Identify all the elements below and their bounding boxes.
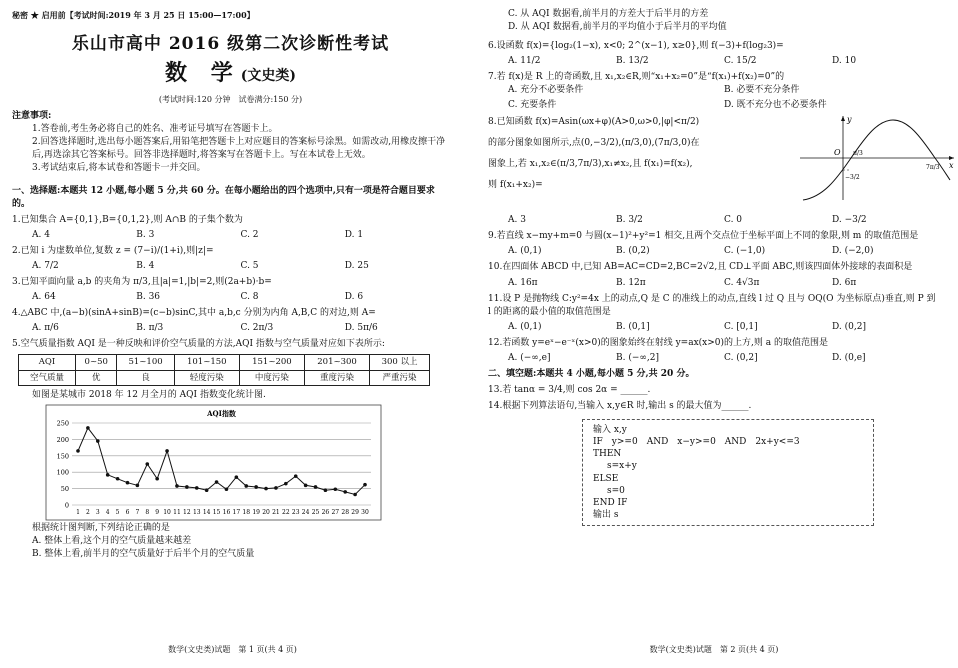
tick-label: −3/2 bbox=[845, 174, 860, 182]
x-tick-label: 8 bbox=[145, 509, 150, 517]
option: A. 11/2 bbox=[508, 56, 541, 67]
page-footer: 数学(文史类)试题 第 1 页(共 4 页) bbox=[168, 645, 297, 655]
x-tick-label: 21 bbox=[272, 509, 280, 517]
x-tick-label: 18 bbox=[242, 509, 251, 517]
option: B. 36 bbox=[136, 292, 161, 303]
option: A. (0,1) bbox=[508, 321, 542, 332]
option: D. −3/2 bbox=[832, 215, 867, 226]
notice-item: 1.答卷前,考生务必将自己的姓名、准考证号填写在答题卡上。 bbox=[32, 123, 278, 134]
option: C. 5 bbox=[240, 261, 259, 272]
option: D. (0,e] bbox=[832, 352, 866, 363]
option: B. (0,1] bbox=[616, 321, 650, 332]
data-point bbox=[126, 481, 130, 485]
x-tick-label: 14 bbox=[202, 509, 211, 517]
x-tick-label: 13 bbox=[192, 509, 201, 517]
question-6: 6.设函数 f(x)={log₂(1−x), x<0; 2^(x−1), x≥0},则 f(−3)+f(log₂3)= bbox=[488, 41, 784, 52]
code-line: END IF bbox=[593, 497, 628, 508]
data-point bbox=[284, 482, 288, 486]
question-5-option-d: D. 从 AQI 数据看,前半月的平均值小于后半月的平均值 bbox=[508, 22, 727, 33]
option: D. 1 bbox=[344, 230, 364, 241]
data-point bbox=[343, 490, 347, 494]
data-point bbox=[324, 489, 328, 493]
page-right bbox=[478, 0, 954, 668]
x-tick-label: 16 bbox=[222, 509, 231, 517]
aqi-cell: 轻度污染 bbox=[174, 370, 239, 385]
x-tick-label: 2 bbox=[85, 509, 90, 517]
aqi-cell: 101~150 bbox=[174, 355, 239, 370]
tick-label: π/3 bbox=[853, 150, 863, 158]
x-label: x bbox=[949, 161, 954, 171]
question-4: 4.△ABC 中,(a−b)(sinA+sinB)=(c−b)sinC,其中 a,b,c 分别为内角 A,B,C 的对边,则 A= bbox=[12, 308, 376, 319]
question-7: 7.若 f(x)是 R 上的奇函数,且 x₁,x₂∈R,则“x₁+x₂=0”是“f(x₁)+f(x₂)=0”的 bbox=[488, 72, 785, 83]
question-12: 12.若函数 y=eˣ−e⁻ˣ(x>0)的图象始终在射线 y=ax(x>0)的上方,则 a 的取值范围是 bbox=[488, 337, 828, 348]
tick-label: 7π/3 bbox=[926, 164, 940, 172]
question-12-options bbox=[488, 352, 940, 365]
option: B. 必要不充分条件 bbox=[724, 85, 800, 96]
option: A. (−∞,e] bbox=[508, 352, 551, 363]
y-tick-label: 200 bbox=[56, 436, 69, 445]
data-point bbox=[185, 485, 189, 489]
option: A. 64 bbox=[32, 292, 56, 303]
question-14: 14.根据下列算法语句,当输入 x,y∈R 时,输出 s 的最大值为______. bbox=[488, 400, 752, 411]
x-tick-label: 1 bbox=[76, 509, 80, 517]
x-tick-label: 15 bbox=[212, 509, 221, 517]
question-7-options-2 bbox=[488, 99, 940, 112]
option: B. (0,2) bbox=[616, 246, 650, 257]
aqi-table-row bbox=[19, 370, 430, 385]
aqi-cell: 优 bbox=[76, 370, 117, 385]
question-11: 11.设 P 是抛物线 C:y²=4x 上的动点,Q 是 C 的准线上的动点,直线 l 过 Q 且与 OQ(O 为坐标原点)垂直,则 P 到 l 的距离的最小值的取值范围是 bbox=[488, 293, 936, 317]
option: C. 8 bbox=[240, 292, 259, 303]
x-tick-label: 28 bbox=[341, 509, 350, 517]
subject-suffix: (文史类) bbox=[240, 68, 296, 85]
option: C. 2π/3 bbox=[240, 323, 274, 334]
aqi-cell: 151~200 bbox=[239, 355, 304, 370]
question-8-line-3: 图象上,若 x₁,x₂∈(π/3,7π/3),x₁≠x₂,且 f(x₁)=f(x₂), bbox=[488, 159, 693, 170]
question-8-options bbox=[488, 214, 940, 227]
page-footer: 数学(文史类)试题 第 2 页(共 4 页) bbox=[649, 645, 779, 655]
data-point bbox=[106, 473, 110, 477]
data-point bbox=[86, 426, 90, 430]
question-7-options bbox=[488, 84, 940, 97]
aqi-cell: 空气质量 bbox=[19, 370, 76, 385]
option: C. (0,2] bbox=[724, 352, 758, 363]
notice-title: 注意事项: bbox=[12, 110, 52, 121]
question-5-option-a: A. 整体上看,这个月的空气质量越来越差 bbox=[32, 536, 192, 547]
question-6-options bbox=[488, 55, 940, 68]
algorithm-code-box bbox=[582, 419, 874, 526]
x-tick-label: 23 bbox=[291, 509, 300, 517]
question-4-options bbox=[12, 322, 449, 335]
question-5: 5.空气质量指数 AQI 是一种反映和评价空气质量的方法,AQI 指数与空气质量对应如下表所示: bbox=[12, 339, 385, 350]
question-8-line-2: 的部分图象如图所示,点(0,−3/2),(π/3,0),(7π/3,0)在 bbox=[488, 138, 700, 149]
option: B. 12π bbox=[616, 277, 646, 288]
option: D. (−2,0) bbox=[832, 246, 874, 257]
x-tick-label: 3 bbox=[95, 509, 100, 517]
option: C. [0,1] bbox=[724, 321, 758, 332]
exam-info: (考试时间:120 分钟 试卷满分:150 分) bbox=[158, 95, 303, 105]
option: C. 2 bbox=[240, 230, 259, 241]
x-tick-label: 30 bbox=[361, 509, 369, 517]
x-tick-label: 5 bbox=[115, 509, 120, 517]
data-point bbox=[145, 462, 149, 466]
sine-graph bbox=[798, 112, 958, 202]
y-axis-arrow bbox=[841, 116, 845, 121]
question-2-options bbox=[12, 260, 449, 273]
data-point bbox=[136, 484, 140, 488]
aqi-cell: 严重污染 bbox=[370, 370, 430, 385]
option: D. (0,2] bbox=[832, 321, 866, 332]
option: A. (0,1) bbox=[508, 246, 542, 257]
option: B. (−∞,2] bbox=[616, 352, 659, 363]
question-11-options bbox=[488, 321, 940, 334]
option: D. 10 bbox=[832, 56, 857, 67]
data-point bbox=[363, 483, 367, 487]
y-label: y bbox=[847, 115, 852, 125]
data-point bbox=[254, 485, 258, 489]
question-3: 3.已知平面向量 a,b 的夹角为 π/3,且|a|=1,|b|=2,则(2a+b)·b= bbox=[12, 277, 272, 288]
question-8-block bbox=[488, 115, 954, 212]
y-tick-label: 100 bbox=[56, 468, 69, 477]
data-point bbox=[76, 449, 80, 453]
option: A. 7/2 bbox=[32, 261, 59, 272]
x-tick-label: 17 bbox=[232, 509, 241, 517]
subject-name: 数 学 bbox=[165, 60, 241, 87]
option: B. 3 bbox=[136, 230, 155, 241]
question-8: 8.已知函数 f(x)=Asin(ωx+φ)(A>0,ω>0,|φ|<π/2) bbox=[488, 117, 700, 128]
origin-label: O bbox=[834, 148, 841, 158]
sine-curve bbox=[803, 120, 950, 200]
x-tick-label: 26 bbox=[321, 509, 330, 517]
data-point bbox=[215, 480, 219, 484]
option: D. 6π bbox=[832, 277, 857, 288]
code-line: 输出 s bbox=[593, 509, 619, 520]
option: A. π/6 bbox=[32, 323, 59, 334]
aqi-cell: 中度污染 bbox=[239, 370, 304, 385]
question-3-options bbox=[12, 291, 449, 304]
x-tick-label: 22 bbox=[282, 509, 290, 517]
data-point bbox=[274, 486, 278, 490]
question-5-prompt: 根据统计图判断,下列结论正确的是 bbox=[32, 523, 170, 534]
question-8-text bbox=[488, 116, 753, 192]
chart-title: AQI指数 bbox=[207, 409, 236, 419]
x-tick-label: 6 bbox=[125, 509, 130, 517]
option: B. 4 bbox=[136, 261, 155, 272]
x-tick-label: 25 bbox=[311, 509, 320, 517]
code-line: THEN bbox=[593, 449, 622, 460]
notice-item: 3.考试结束后,将本试卷和答题卡一并交回。 bbox=[32, 162, 206, 173]
section-2-heading: 二、填空题:本题共 4 小题,每小题 5 分,共 20 分。 bbox=[488, 368, 695, 379]
data-point bbox=[195, 486, 199, 490]
aqi-table-row bbox=[19, 355, 430, 370]
y-tick-label: 0 bbox=[64, 501, 69, 510]
data-point bbox=[155, 477, 159, 481]
data-point bbox=[304, 484, 308, 488]
subject-title bbox=[12, 58, 449, 90]
section-1-heading: 一、选择题:本题共 12 小题,每小题 5 分,共 60 分。在每小题给出的四个选项中,只有一项是符合题目要求的。 bbox=[12, 185, 435, 209]
data-point bbox=[244, 484, 248, 488]
code-line: 输入 x,y bbox=[593, 424, 627, 435]
option: B. 3/2 bbox=[616, 215, 643, 226]
option: A. 4 bbox=[32, 230, 50, 241]
x-tick-label: 7 bbox=[135, 509, 140, 517]
data-point bbox=[165, 449, 169, 453]
question-9-options bbox=[488, 245, 940, 258]
question-5-option-b: B. 整体上看,前半月的空气质量好于后半个月的空气质量 bbox=[32, 549, 255, 560]
data-point bbox=[294, 474, 298, 478]
data-point bbox=[314, 485, 318, 489]
option: D. 既不充分也不必要条件 bbox=[724, 100, 827, 111]
option: A. 16π bbox=[508, 277, 538, 288]
question-10: 10.在四面体 ABCD 中,已知 AB=AC=CD=2,BC=2√2,且 CD⊥平面 ABC,则该四面体外接球的表面积是 bbox=[488, 262, 913, 273]
question-2: 2.已知 i 为虚数单位,复数 z = (7−i)/(1+i),则|z|= bbox=[12, 246, 214, 257]
exam-header: 秘密 ★ 启用前【考试时间:2019 年 3 月 25 日 15:00—17:00】 bbox=[12, 10, 255, 20]
x-tick-label: 29 bbox=[351, 509, 359, 517]
question-5-option-c: C. 从 AQI 数据看,前半月的方差大于后半月的方差 bbox=[508, 9, 709, 19]
option: C. (−1,0) bbox=[724, 246, 766, 257]
exam-title: 乐山市高中 2016 级第二次诊断性考试 bbox=[71, 33, 390, 54]
question-1-options bbox=[12, 229, 449, 242]
aqi-table bbox=[18, 354, 430, 386]
x-tick-label: 27 bbox=[331, 509, 340, 517]
option: C. 充要条件 bbox=[508, 100, 557, 111]
data-point bbox=[225, 488, 229, 492]
aqi-cell: 良 bbox=[117, 370, 174, 385]
option: A. 3 bbox=[508, 215, 526, 226]
option: B. π/3 bbox=[136, 323, 164, 334]
aqi-cell: 重度污染 bbox=[304, 370, 369, 385]
question-8-line-4: 则 f(x₁+x₂)= bbox=[488, 180, 543, 191]
aqi-cell: AQI bbox=[19, 355, 76, 370]
question-10-options bbox=[488, 277, 940, 290]
option: D. 5π/6 bbox=[344, 323, 378, 334]
data-point bbox=[353, 493, 357, 497]
x-tick-label: 9 bbox=[155, 509, 160, 517]
question-13: 13.若 tanα = 3/4,则 cos 2α = ______. bbox=[488, 384, 651, 395]
data-point bbox=[175, 484, 179, 488]
data-point bbox=[116, 477, 120, 481]
option: A. 充分不必要条件 bbox=[508, 85, 584, 96]
aqi-cell: 300 以上 bbox=[370, 355, 430, 370]
x-tick-label: 12 bbox=[183, 509, 191, 517]
question-5-chart-intro: 如图是某城市 2018 年 12 月全月的 AQI 指数变化统计图. bbox=[32, 390, 266, 401]
option: B. 13/2 bbox=[616, 56, 649, 67]
aqi-line-chart bbox=[46, 405, 381, 520]
y-tick-label: 250 bbox=[56, 419, 69, 428]
option: D. 6 bbox=[344, 292, 364, 303]
option: C. 4√3π bbox=[724, 277, 760, 288]
x-tick-label: 19 bbox=[252, 509, 260, 517]
option: D. 25 bbox=[344, 261, 369, 272]
chart-frame bbox=[46, 405, 381, 520]
x-tick-label: 24 bbox=[301, 509, 310, 517]
x-tick-label: 11 bbox=[173, 509, 181, 517]
x-axis-arrow bbox=[949, 156, 954, 160]
code-line: s=x+y bbox=[607, 461, 637, 472]
y-tick-label: 50 bbox=[60, 485, 69, 494]
x-tick-label: 20 bbox=[262, 509, 270, 517]
code-line: IF y>=0 AND x−y>=0 AND 2x+y<=3 bbox=[593, 437, 800, 448]
question-9: 9.若直线 x−my+m=0 与圆(x−1)²+y²=1 相交,且两个交点位于坐标平面上不同的象限,则 m 的取值范围是 bbox=[488, 231, 919, 242]
code-line: s=0 bbox=[607, 485, 625, 496]
aqi-cell: 51~100 bbox=[117, 355, 174, 370]
data-point bbox=[96, 439, 100, 443]
x-tick-label: 10 bbox=[163, 509, 171, 517]
data-point bbox=[334, 488, 338, 492]
code-line: ELSE bbox=[593, 473, 619, 484]
y-tick-label: 150 bbox=[56, 452, 69, 461]
aqi-cell: 201~300 bbox=[304, 355, 369, 370]
aqi-cell: 0~50 bbox=[76, 355, 117, 370]
option: C. 0 bbox=[724, 215, 743, 226]
x-tick-label: 4 bbox=[105, 509, 110, 517]
page-left bbox=[0, 0, 465, 668]
notice-item: 2.回答选择题时,选出每小题答案后,用铅笔把答题卡上对应题目的答案标号涂黑。如需改动,用橡皮擦干净后,再选涂其它答案标号。回答非选择题时,将答案写在答题卡上。写在本试卷上无效。 bbox=[32, 136, 446, 160]
question-1: 1.已知集合 A={0,1},B={0,1,2},则 A∩B 的子集个数为 bbox=[12, 215, 243, 226]
data-point bbox=[235, 475, 239, 479]
option: C. 15/2 bbox=[724, 56, 757, 67]
data-point bbox=[264, 487, 268, 491]
data-point bbox=[205, 489, 209, 493]
